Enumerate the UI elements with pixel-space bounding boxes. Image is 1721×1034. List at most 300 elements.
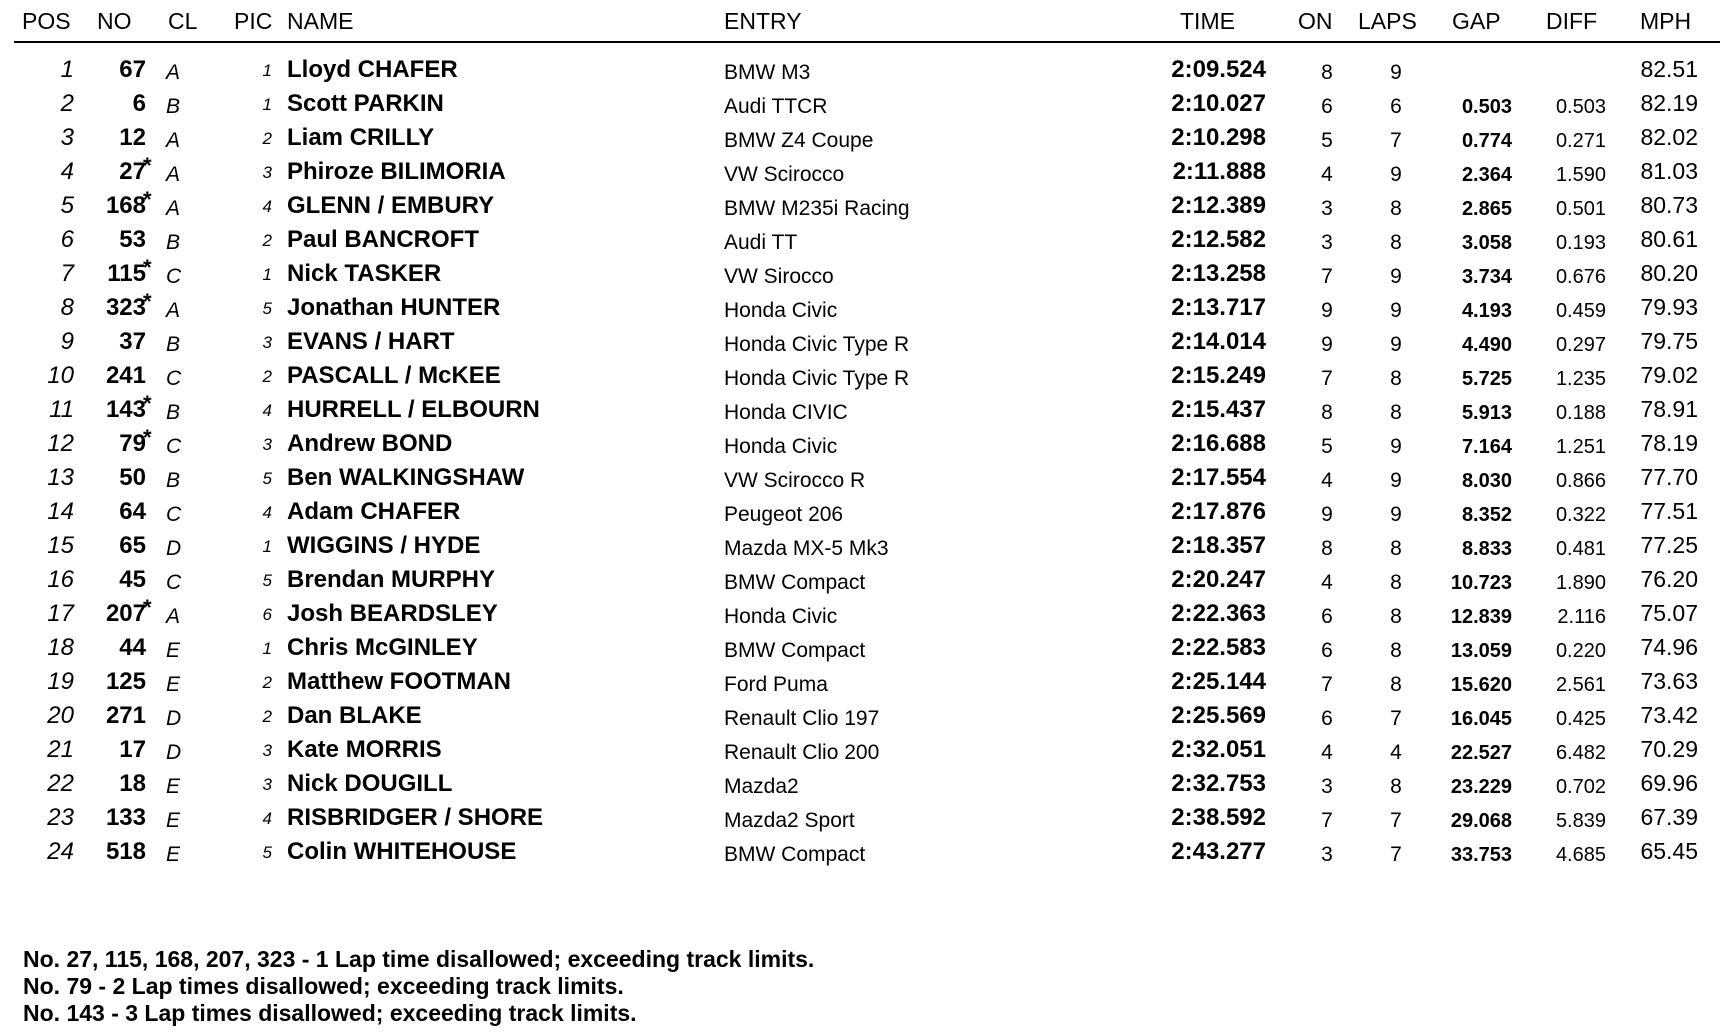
cell-pic: 2 bbox=[262, 707, 272, 726]
cell-no: 18 bbox=[119, 770, 146, 797]
cell-on: 7 bbox=[1321, 367, 1333, 390]
cell-laps: 8 bbox=[1390, 673, 1402, 696]
cell-time: 2:12.582 bbox=[1171, 226, 1266, 253]
cell-on: 7 bbox=[1321, 673, 1333, 696]
cell-cl: E bbox=[166, 809, 181, 832]
cell-laps: 8 bbox=[1390, 537, 1402, 560]
cell-diff: 1.251 bbox=[1555, 436, 1606, 458]
header-on: ON bbox=[1298, 8, 1333, 34]
cell-gap: 5.913 bbox=[1461, 402, 1512, 424]
cell-cl: D bbox=[166, 741, 182, 764]
cell-on: 7 bbox=[1321, 265, 1333, 288]
table-row bbox=[0, 594, 1721, 628]
cell-laps: 9 bbox=[1390, 469, 1402, 492]
cell-time: 2:11.888 bbox=[1172, 158, 1266, 185]
cell-entry: Honda Civic Type R bbox=[724, 333, 910, 356]
cell-entry: Renault Clio 200 bbox=[724, 741, 880, 764]
cell-diff: 0.866 bbox=[1555, 470, 1606, 492]
cell-laps: 9 bbox=[1390, 265, 1402, 288]
cell-diff: 0.322 bbox=[1555, 504, 1606, 526]
cell-pic: 2 bbox=[262, 129, 272, 148]
cell-asterisk-marker: * bbox=[143, 255, 152, 280]
cell-pic: 6 bbox=[262, 605, 272, 624]
cell-gap: 4.193 bbox=[1461, 300, 1512, 322]
cell-pic: 3 bbox=[262, 435, 272, 454]
cell-diff: 2.561 bbox=[1555, 674, 1606, 696]
notes-section bbox=[23, 946, 814, 1027]
table-row bbox=[0, 662, 1721, 696]
cell-laps: 9 bbox=[1390, 299, 1402, 322]
cell-time: 2:09.524 bbox=[1171, 56, 1266, 83]
cell-mph: 73.63 bbox=[1640, 668, 1698, 694]
cell-pos: 6 bbox=[60, 226, 74, 253]
table-row bbox=[0, 254, 1721, 288]
cell-on: 3 bbox=[1321, 231, 1333, 254]
cell-gap: 33.753 bbox=[1450, 844, 1512, 866]
note-line: No. 79 - 2 Lap times disallowed; exceeding track limits. bbox=[23, 973, 624, 999]
cell-name: Matthew FOOTMAN bbox=[287, 668, 511, 695]
cell-diff: 0.425 bbox=[1555, 708, 1606, 730]
cell-gap: 5.725 bbox=[1461, 368, 1512, 390]
cell-mph: 79.93 bbox=[1640, 294, 1698, 320]
cell-entry: Ford Puma bbox=[724, 673, 828, 696]
table-row bbox=[0, 152, 1721, 186]
cell-gap: 2.865 bbox=[1461, 198, 1512, 220]
cell-no: 50 bbox=[119, 464, 146, 491]
header-pos: POS bbox=[22, 8, 71, 34]
cell-pos: 12 bbox=[47, 430, 74, 457]
cell-on: 7 bbox=[1321, 809, 1333, 832]
cell-asterisk-marker: * bbox=[143, 595, 152, 620]
cell-no: 17 bbox=[119, 736, 146, 763]
cell-on: 3 bbox=[1321, 843, 1333, 866]
cell-pic: 3 bbox=[262, 333, 272, 352]
cell-cl: A bbox=[166, 197, 181, 220]
header-laps: LAPS bbox=[1358, 8, 1417, 34]
cell-diff: 0.501 bbox=[1555, 198, 1606, 220]
cell-entry: BMW M3 bbox=[724, 61, 811, 84]
cell-entry: Mazda2 bbox=[724, 775, 799, 798]
cell-time: 2:15.437 bbox=[1171, 396, 1266, 423]
cell-time: 2:17.554 bbox=[1171, 464, 1266, 491]
cell-time: 2:22.363 bbox=[1171, 600, 1266, 627]
header-gap: GAP bbox=[1452, 8, 1501, 34]
cell-on: 6 bbox=[1321, 605, 1333, 628]
cell-time: 2:13.258 bbox=[1171, 260, 1266, 287]
cell-diff: 0.503 bbox=[1555, 96, 1606, 118]
cell-no: 53 bbox=[119, 226, 146, 253]
header-entry: ENTRY bbox=[724, 8, 802, 34]
cell-name: Liam CRILLY bbox=[287, 124, 435, 151]
cell-diff: 0.188 bbox=[1555, 402, 1606, 424]
cell-mph: 77.70 bbox=[1640, 464, 1698, 490]
cell-time: 2:38.592 bbox=[1171, 804, 1266, 831]
cell-mph: 74.96 bbox=[1640, 634, 1698, 660]
header-diff: DIFF bbox=[1546, 8, 1598, 34]
table-row bbox=[0, 730, 1721, 764]
cell-name: Lloyd CHAFER bbox=[287, 56, 458, 83]
cell-entry: VW Sirocco bbox=[724, 265, 834, 288]
header-name: NAME bbox=[287, 8, 354, 34]
cell-laps: 9 bbox=[1390, 503, 1402, 526]
cell-cl: E bbox=[166, 843, 181, 866]
cell-pic: 3 bbox=[262, 163, 272, 182]
cell-name: WIGGINS / HYDE bbox=[287, 532, 481, 559]
cell-pic: 5 bbox=[262, 571, 272, 590]
cell-diff: 2.116 bbox=[1557, 606, 1606, 628]
cell-entry: Honda Civic bbox=[724, 299, 838, 322]
cell-pos: 15 bbox=[47, 532, 74, 559]
cell-pos: 16 bbox=[47, 566, 74, 593]
cell-name: Nick DOUGILL bbox=[287, 770, 453, 797]
cell-entry: Honda Civic bbox=[724, 605, 838, 628]
cell-on: 6 bbox=[1321, 95, 1333, 118]
cell-name: Josh BEARDSLEY bbox=[287, 600, 498, 627]
cell-pic: 5 bbox=[262, 469, 272, 488]
cell-diff: 1.590 bbox=[1555, 164, 1606, 186]
header-pic: PIC bbox=[234, 8, 273, 34]
cell-diff: 0.220 bbox=[1555, 640, 1606, 662]
cell-gap: 3.734 bbox=[1461, 266, 1512, 288]
cell-pos: 19 bbox=[47, 668, 74, 695]
cell-pos: 3 bbox=[60, 124, 74, 151]
cell-laps: 8 bbox=[1390, 197, 1402, 220]
cell-cl: B bbox=[166, 401, 181, 424]
header-divider bbox=[14, 41, 1720, 43]
table-row bbox=[0, 492, 1721, 526]
cell-mph: 81.03 bbox=[1640, 158, 1698, 184]
cell-mph: 69.96 bbox=[1640, 770, 1698, 796]
cell-on: 8 bbox=[1321, 61, 1333, 84]
cell-time: 2:16.688 bbox=[1171, 430, 1266, 457]
cell-time: 2:43.277 bbox=[1171, 838, 1266, 865]
cell-laps: 7 bbox=[1390, 843, 1402, 866]
cell-laps: 7 bbox=[1390, 707, 1402, 730]
cell-cl: C bbox=[166, 435, 182, 458]
cell-entry: Audi TTCR bbox=[724, 95, 828, 118]
cell-mph: 75.07 bbox=[1640, 600, 1698, 626]
cell-time: 2:32.753 bbox=[1171, 770, 1266, 797]
cell-mph: 82.02 bbox=[1640, 124, 1698, 150]
cell-name: Colin WHITEHOUSE bbox=[287, 838, 517, 865]
cell-entry: BMW Z4 Coupe bbox=[724, 129, 874, 152]
cell-no: 133 bbox=[105, 804, 146, 831]
cell-entry: Honda Civic bbox=[724, 435, 838, 458]
cell-laps: 8 bbox=[1390, 639, 1402, 662]
table-row bbox=[0, 832, 1721, 866]
cell-entry: VW Scirocco R bbox=[724, 469, 866, 492]
cell-entry: VW Scirocco bbox=[724, 163, 845, 186]
cell-entry: BMW Compact bbox=[724, 571, 866, 594]
cell-gap: 8.833 bbox=[1461, 538, 1512, 560]
cell-mph: 77.25 bbox=[1640, 532, 1698, 558]
cell-name: Andrew BOND bbox=[287, 430, 453, 457]
table-row bbox=[0, 390, 1721, 424]
cell-cl: C bbox=[166, 367, 182, 390]
cell-no: 143 bbox=[105, 396, 146, 423]
cell-entry: Audi TT bbox=[724, 231, 798, 254]
cell-pic: 5 bbox=[262, 299, 272, 318]
cell-gap: 4.490 bbox=[1461, 334, 1512, 356]
cell-pos: 5 bbox=[60, 192, 74, 219]
table-row bbox=[0, 84, 1721, 118]
cell-pic: 1 bbox=[262, 61, 272, 80]
cell-no: 64 bbox=[119, 498, 146, 525]
cell-gap: 0.503 bbox=[1461, 96, 1512, 118]
cell-cl: A bbox=[166, 163, 181, 186]
cell-asterisk-marker: * bbox=[143, 187, 152, 212]
cell-time: 2:10.298 bbox=[1171, 124, 1266, 151]
cell-no: 12 bbox=[119, 124, 146, 151]
cell-time: 2:13.717 bbox=[1171, 294, 1266, 321]
cell-name: EVANS / HART bbox=[287, 328, 455, 355]
cell-pic: 1 bbox=[262, 639, 272, 658]
cell-pos: 4 bbox=[60, 158, 74, 185]
cell-time: 2:10.027 bbox=[1171, 90, 1266, 117]
cell-asterisk-marker: * bbox=[143, 425, 152, 450]
table-row bbox=[0, 50, 1721, 84]
cell-mph: 70.29 bbox=[1640, 736, 1698, 762]
cell-time: 2:20.247 bbox=[1171, 566, 1266, 593]
cell-cl: B bbox=[166, 469, 181, 492]
cell-name: Phiroze BILIMORIA bbox=[287, 158, 506, 185]
cell-on: 8 bbox=[1321, 537, 1333, 560]
cell-mph: 82.19 bbox=[1640, 90, 1698, 116]
cell-on: 3 bbox=[1321, 197, 1333, 220]
cell-gap: 3.058 bbox=[1461, 232, 1512, 254]
table-row bbox=[0, 798, 1721, 832]
cell-on: 4 bbox=[1321, 741, 1333, 764]
cell-diff: 0.481 bbox=[1555, 538, 1606, 560]
table-row bbox=[0, 288, 1721, 322]
cell-on: 4 bbox=[1321, 571, 1333, 594]
cell-name: Ben WALKINGSHAW bbox=[287, 464, 525, 491]
table-row bbox=[0, 764, 1721, 798]
cell-pos: 2 bbox=[60, 90, 74, 117]
cell-on: 9 bbox=[1321, 299, 1333, 322]
cell-no: 6 bbox=[132, 90, 146, 117]
cell-entry: Honda CIVIC bbox=[724, 401, 848, 424]
cell-on: 6 bbox=[1321, 707, 1333, 730]
cell-entry: BMW M235i Racing bbox=[724, 197, 910, 220]
cell-laps: 7 bbox=[1390, 809, 1402, 832]
cell-pos: 7 bbox=[60, 260, 74, 287]
table-row bbox=[0, 186, 1721, 220]
cell-name: GLENN / EMBURY bbox=[287, 192, 495, 219]
cell-name: Brendan MURPHY bbox=[287, 566, 496, 593]
cell-cl: E bbox=[166, 775, 181, 798]
cell-pic: 3 bbox=[262, 775, 272, 794]
cell-asterisk-marker: * bbox=[143, 391, 152, 416]
cell-mph: 78.19 bbox=[1640, 430, 1698, 456]
cell-diff: 4.685 bbox=[1555, 844, 1606, 866]
cell-name: Kate MORRIS bbox=[287, 736, 442, 763]
cell-cl: D bbox=[166, 537, 182, 560]
cell-pos: 11 bbox=[49, 396, 74, 423]
cell-mph: 80.20 bbox=[1640, 260, 1698, 286]
cell-on: 4 bbox=[1321, 163, 1333, 186]
cell-gap: 0.774 bbox=[1461, 130, 1512, 152]
cell-pic: 2 bbox=[262, 231, 272, 250]
cell-laps: 8 bbox=[1390, 231, 1402, 254]
cell-mph: 80.61 bbox=[1640, 226, 1698, 252]
cell-pic: 2 bbox=[262, 367, 272, 386]
cell-laps: 9 bbox=[1390, 333, 1402, 356]
cell-pic: 4 bbox=[262, 809, 272, 828]
cell-time: 2:15.249 bbox=[1171, 362, 1266, 389]
cell-gap: 29.068 bbox=[1450, 810, 1512, 832]
cell-diff: 0.459 bbox=[1555, 300, 1606, 322]
results-table bbox=[0, 50, 1721, 866]
cell-pic: 1 bbox=[262, 537, 272, 556]
cell-no: 271 bbox=[105, 702, 146, 729]
cell-cl: E bbox=[166, 673, 181, 696]
cell-cl: B bbox=[166, 231, 181, 254]
cell-name: Dan BLAKE bbox=[287, 702, 422, 729]
cell-pos: 9 bbox=[60, 328, 74, 355]
cell-no: 168 bbox=[105, 192, 146, 219]
table-row bbox=[0, 560, 1721, 594]
cell-laps: 8 bbox=[1390, 775, 1402, 798]
cell-name: Scott PARKIN bbox=[287, 90, 444, 117]
cell-mph: 80.73 bbox=[1640, 192, 1698, 218]
cell-pic: 4 bbox=[262, 197, 272, 216]
cell-no: 65 bbox=[119, 532, 146, 559]
cell-name: Adam CHAFER bbox=[287, 498, 461, 525]
cell-entry: Peugeot 206 bbox=[724, 503, 844, 526]
table-row bbox=[0, 696, 1721, 730]
cell-cl: A bbox=[166, 129, 181, 152]
cell-pos: 1 bbox=[60, 56, 74, 83]
cell-no: 45 bbox=[119, 566, 146, 593]
cell-laps: 8 bbox=[1390, 571, 1402, 594]
cell-asterisk-marker: * bbox=[143, 289, 152, 314]
cell-cl: A bbox=[166, 61, 181, 84]
cell-name: Nick TASKER bbox=[287, 260, 442, 287]
cell-gap: 8.352 bbox=[1461, 504, 1512, 526]
cell-name: RISBRIDGER / SHORE bbox=[287, 804, 544, 831]
table-row bbox=[0, 424, 1721, 458]
cell-cl: A bbox=[166, 299, 181, 322]
cell-diff: 0.676 bbox=[1555, 266, 1606, 288]
cell-pos: 17 bbox=[47, 600, 74, 627]
table-row bbox=[0, 118, 1721, 152]
cell-pos: 20 bbox=[47, 702, 74, 729]
cell-mph: 79.02 bbox=[1640, 362, 1698, 388]
cell-pos: 23 bbox=[47, 804, 74, 831]
table-row bbox=[0, 458, 1721, 492]
cell-mph: 73.42 bbox=[1640, 702, 1698, 728]
cell-time: 2:18.357 bbox=[1171, 532, 1266, 559]
cell-gap: 8.030 bbox=[1461, 470, 1512, 492]
cell-diff: 1.235 bbox=[1555, 368, 1606, 390]
cell-pos: 18 bbox=[47, 634, 74, 661]
cell-pos: 22 bbox=[47, 770, 74, 797]
cell-cl: C bbox=[166, 265, 182, 288]
cell-pic: 5 bbox=[262, 843, 272, 862]
cell-laps: 7 bbox=[1390, 129, 1402, 152]
cell-no: 518 bbox=[105, 838, 146, 865]
header-no: NO bbox=[97, 8, 132, 34]
cell-laps: 8 bbox=[1390, 367, 1402, 390]
cell-name: Chris McGINLEY bbox=[287, 634, 478, 661]
cell-entry: BMW Compact bbox=[724, 639, 866, 662]
cell-gap: 16.045 bbox=[1450, 708, 1512, 730]
cell-diff: 6.482 bbox=[1555, 742, 1606, 764]
cell-pic: 1 bbox=[262, 265, 272, 284]
cell-no: 207 bbox=[105, 600, 146, 627]
header-cl: CL bbox=[168, 8, 198, 34]
cell-laps: 4 bbox=[1390, 741, 1402, 764]
cell-laps: 9 bbox=[1390, 435, 1402, 458]
cell-pic: 4 bbox=[262, 401, 272, 420]
header-mph: MPH bbox=[1640, 8, 1692, 34]
cell-time: 2:17.876 bbox=[1171, 498, 1266, 525]
cell-time: 2:32.051 bbox=[1171, 736, 1266, 763]
cell-gap: 7.164 bbox=[1461, 436, 1512, 458]
cell-on: 4 bbox=[1321, 469, 1333, 492]
cell-time: 2:22.583 bbox=[1171, 634, 1266, 661]
cell-gap: 12.839 bbox=[1450, 606, 1512, 628]
cell-cl: C bbox=[166, 503, 182, 526]
cell-pos: 24 bbox=[47, 838, 74, 865]
cell-entry: Mazda2 Sport bbox=[724, 809, 855, 832]
cell-cl: D bbox=[166, 707, 182, 730]
cell-laps: 6 bbox=[1390, 95, 1402, 118]
cell-gap: 22.527 bbox=[1450, 742, 1512, 764]
cell-diff: 0.271 bbox=[1555, 130, 1606, 152]
table-row bbox=[0, 356, 1721, 390]
cell-no: 37 bbox=[119, 328, 146, 355]
cell-gap: 10.723 bbox=[1450, 572, 1512, 594]
cell-no: 79 bbox=[119, 430, 146, 457]
cell-no: 241 bbox=[105, 362, 146, 389]
cell-diff: 0.702 bbox=[1555, 776, 1606, 798]
cell-on: 6 bbox=[1321, 639, 1333, 662]
cell-asterisk-marker: * bbox=[143, 153, 152, 178]
cell-name: Paul BANCROFT bbox=[287, 226, 479, 253]
cell-no: 27 bbox=[119, 158, 146, 185]
cell-gap: 2.364 bbox=[1461, 164, 1512, 186]
cell-time: 2:25.144 bbox=[1171, 668, 1266, 695]
cell-name: PASCALL / McKEE bbox=[287, 362, 501, 389]
cell-no: 125 bbox=[105, 668, 146, 695]
cell-pos: 14 bbox=[47, 498, 74, 525]
cell-time: 2:12.389 bbox=[1171, 192, 1266, 219]
cell-gap: 15.620 bbox=[1450, 674, 1512, 696]
cell-no: 323 bbox=[105, 294, 146, 321]
cell-entry: Honda Civic Type R bbox=[724, 367, 910, 390]
cell-pos: 10 bbox=[47, 362, 74, 389]
cell-cl: A bbox=[166, 605, 181, 628]
cell-on: 9 bbox=[1321, 503, 1333, 526]
header-time: TIME bbox=[1180, 8, 1235, 34]
cell-diff: 5.839 bbox=[1555, 810, 1606, 832]
cell-pos: 13 bbox=[47, 464, 74, 491]
table-row bbox=[0, 628, 1721, 662]
cell-mph: 76.20 bbox=[1640, 566, 1698, 592]
cell-laps: 8 bbox=[1390, 605, 1402, 628]
cell-entry: Mazda MX-5 Mk3 bbox=[724, 537, 889, 560]
table-row bbox=[0, 220, 1721, 254]
cell-diff: 0.297 bbox=[1555, 334, 1606, 356]
cell-no: 67 bbox=[119, 56, 146, 83]
cell-entry: BMW Compact bbox=[724, 843, 866, 866]
cell-on: 8 bbox=[1321, 401, 1333, 424]
results-header bbox=[0, 0, 1721, 44]
cell-cl: C bbox=[166, 571, 182, 594]
cell-cl: B bbox=[166, 333, 181, 356]
